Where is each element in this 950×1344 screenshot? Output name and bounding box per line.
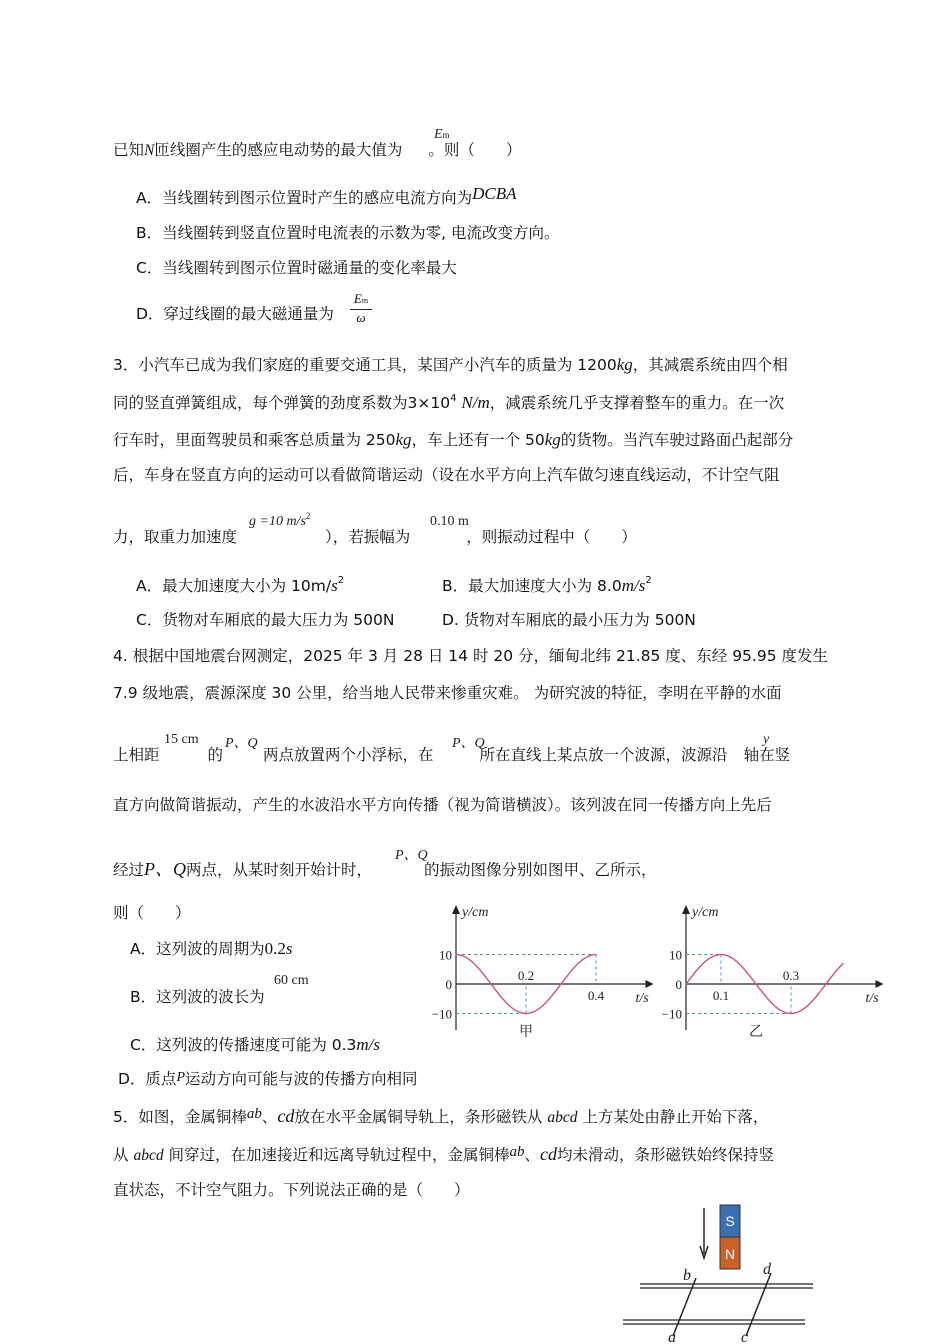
jia-y-label: y/cm [462,905,489,920]
magnet-s-label: S [725,1213,735,1229]
wavelength-value: 60 cm [274,973,309,988]
q2-stem: 已知N匝线圈产生的感应电动势的最大值为 。则（ ） [113,141,522,159]
jia-x-label: t/s [635,991,649,1006]
jia-data-point [455,954,456,955]
jia-data-point [560,983,561,984]
yi-data-point [685,983,686,984]
rod-ab [673,1278,696,1336]
q4-line-3: 上相距 的 两点放置两个小浮标，在 所在直线上某点放一个波源，波源沿 轴在竖 [113,746,791,764]
yi-caption: 乙 [749,1024,763,1040]
q4-option-a[interactable]: A．这列波的周期为0.2s [130,939,293,958]
vibration-graph-yi [650,896,879,1046]
q4-line-4: 直方向做简谐振动，产生的水波沿水平方向传播（视为简谐横波）。该列波在同一传播方向上先后 [113,796,772,814]
q3-line-4: 后，车身在竖直方向的运动可以看做简谐运动（设在水平方向上汽车做匀速直线运动，不计空气阻 [113,466,780,484]
q3-option-b[interactable]: B．最大加速度大小为 $8.0m/s^2$ [442,575,652,595]
jia-data-point [595,954,596,955]
q4-option-c[interactable]: C．这列波的传播速度可能为 0.3m/s [130,1035,381,1054]
q3-line-3: 行车时，里面驾驶员和乘客总质量为 250kg，车上还有一个 50kg的货物。当汽车驶过路面凸起部分 [113,430,794,449]
label-a: a [668,1329,676,1344]
amplitude-value: 0.10 m [430,514,469,529]
yi-data-point [703,963,704,964]
q4-option-b[interactable]: B．这列波的波长为 [130,988,265,1006]
q2-option-b[interactable]: B．当线圈转到竖直位置时电流表的示数为零, 电流改变方向。 [136,224,560,242]
q2-option-d[interactable]: D．穿过线圈的最大磁通量为 [136,305,334,323]
yi-data-point [738,963,739,964]
yi-x-arrow [876,980,884,988]
yi-data-point [825,983,826,984]
yi-y-tick-label: −10 [661,1006,682,1022]
pq-label-1: P、Q [225,736,258,751]
label-b: b [683,1267,691,1284]
yi-data-point [790,1013,791,1014]
jia-data-point [490,983,491,984]
distance-15cm: 15 cm [164,732,199,747]
q3-option-a[interactable]: A．最大加速度大小为 $10m/s^2$ [136,575,345,595]
yi-y-tick-label: 10 [669,947,682,963]
yi-y-arrow [682,905,690,914]
q3-line-5: 力，取重力加速度 ），若振幅为 ，则振动过程中（ ） [113,528,637,546]
q3-option-c[interactable]: C．货物对车厢底的最大压力为 500N [136,611,395,629]
q4-line-1: 4. 根据中国地震台网测定，2025 年 3 月 28 日 14 时 20 分，缅甸北纬 21.85 度、东经 95.95 度发生 [113,647,828,665]
jia-y-tick-label: −10 [431,1006,452,1022]
yi-x-label: t/s [865,991,879,1006]
q2-option-c[interactable]: C．当线圈转到图示位置时磁通量的变化率最大 [136,259,457,277]
yi-data-point [808,1004,809,1005]
yi-data-point [773,1004,774,1005]
fraction-em-over-omega: Em ω [348,292,374,325]
yi-y-tick-label: 0 [675,977,682,992]
label-c: c [741,1329,749,1344]
pq-label-2: P、Q [452,736,485,751]
magnet-n-label: N [724,1246,736,1262]
jia-y-arrow [452,905,460,914]
q4-line-5: 经过P、Q两点，从某时刻开始计时， 的振动图像分别如图甲、乙所示， [113,859,657,879]
var-n: N [144,142,155,159]
em-symbol: Em [434,127,450,142]
q4-option-d[interactable]: D．质点P运动方向可能与波的传播方向相同 [118,1070,418,1088]
yi-x-tick-label: 0.1 [712,988,730,1003]
yi-data-point [755,983,756,984]
magnet-rail-figure [615,1200,825,1344]
gravity-expression: g =10 $m/s^2$ [249,511,311,529]
jia-data-point [578,963,579,964]
q5-line-1: 5．如图，金属铜棒ab、cd放在水平金属铜导轨上，条形磁铁从 abcd 上方某处由静止开始下落， [113,1106,769,1126]
q5-line-2: 从 abcd 间穿过，在加速接近和远离导轨过程中，金属铜棒ab、cd均未滑动，条形磁铁始终保持竖 [113,1144,775,1164]
label-d: d [763,1261,771,1278]
jia-data-point [508,1004,509,1005]
pq-label-3: P、Q [395,848,428,863]
rod-cd [746,1273,771,1336]
jia-x-tick-label: 0.4 [587,988,605,1003]
jia-caption: 甲 [519,1024,533,1040]
q4-line-2: 7.9 级地震，震源深度 30 公里，给当地人民带来惨重灾难。 为研究波的特征，李明在平静的水面 [113,684,782,702]
q5-line-3: 直状态，不计空气阻力。下列说法正确的是（ ） [113,1181,470,1199]
yi-y-label: y/cm [692,905,719,920]
q3-line-2: 同的竖直弹簧组成，每个弹簧的劲度系数为$3\times 10^4$ N/m，减震系统几乎支撑着整车的重力。在一次 [113,393,785,412]
yi-data-point [720,954,721,955]
y-axis-label: y [763,732,770,747]
jia-y-tick-label: 0 [445,977,452,992]
q3-line-1: 3．小汽车已成为我们家庭的重要交通工具，某国产小汽车的质量为 1200kg，其减震系统由四个相 [113,355,788,374]
q4-then: 则（ ） [113,904,191,922]
q2-option-a[interactable]: A．当线圈转到图示位置时产生的感应电流方向为DCBA [136,184,517,207]
jia-data-point [473,963,474,964]
jia-y-tick-label: 10 [439,947,452,963]
jia-data-point [543,1004,544,1005]
vibration-graph-jia [420,896,649,1046]
jia-data-point [525,1013,526,1014]
q3-option-d[interactable]: D. 货物对车厢底的最小压力为 500N [442,611,696,629]
yi-x-tick-label: 0.3 [782,968,800,983]
jia-x-tick-label: 0.2 [517,968,535,983]
